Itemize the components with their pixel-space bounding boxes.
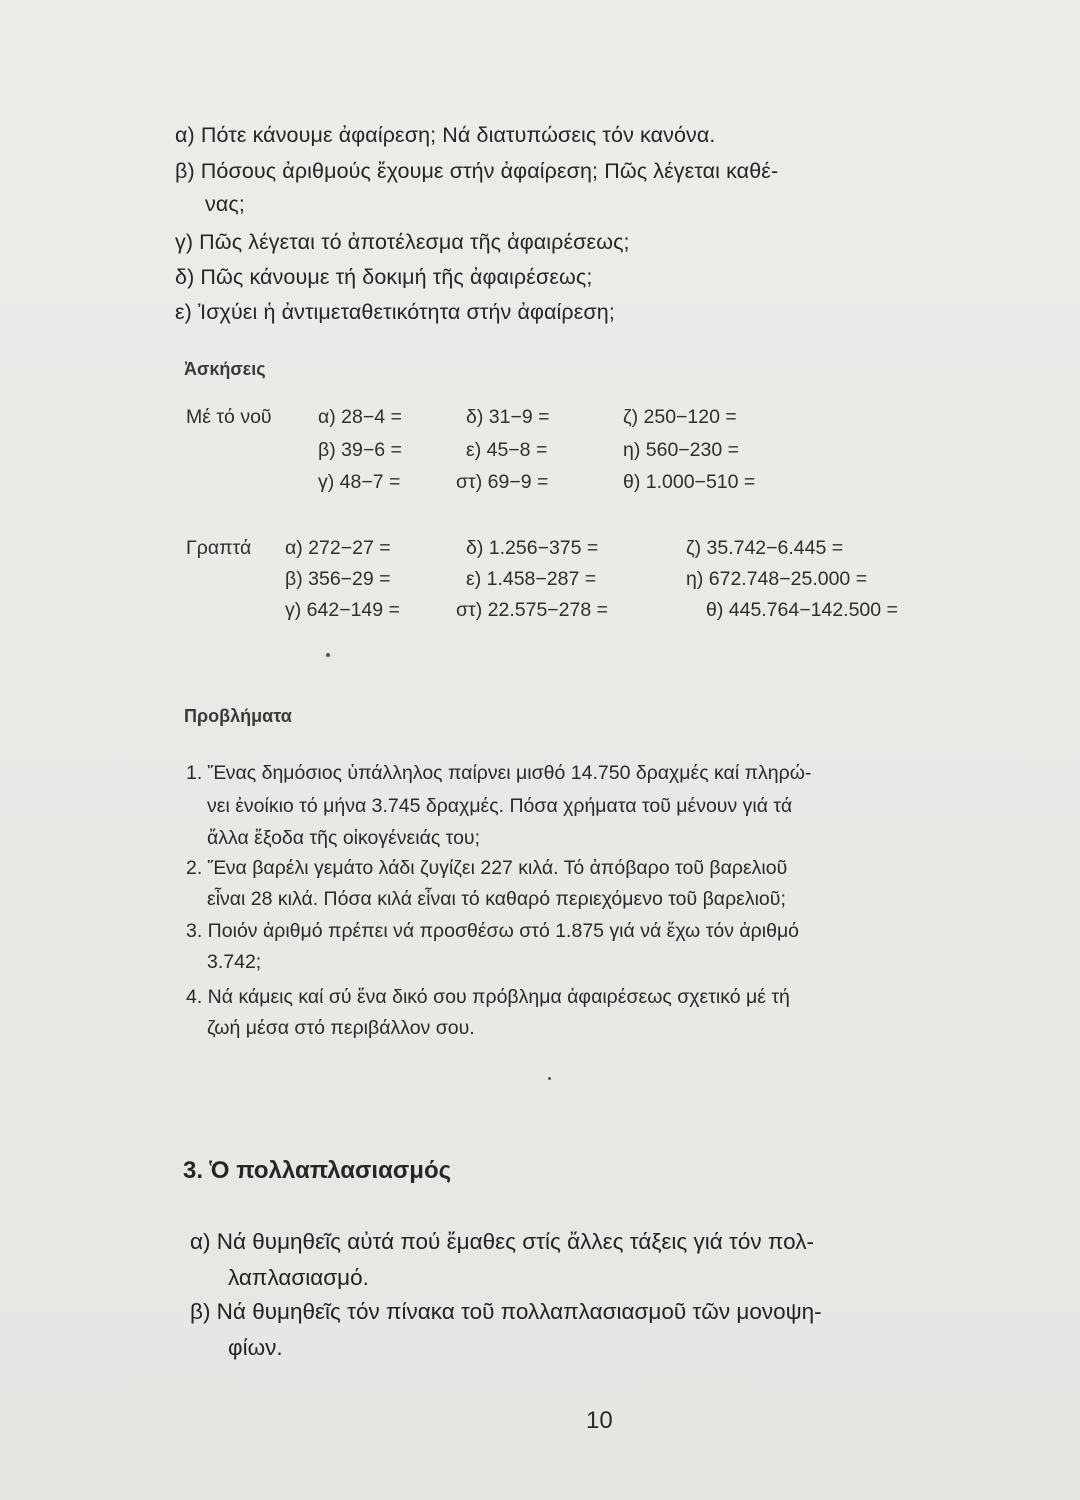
mental-ex-th: θ) 1.000−510 = [623, 471, 756, 493]
mental-ex-h: η) 560−230 = [623, 439, 740, 461]
written-ex-c: γ) 642−149 = [285, 599, 400, 621]
written-ex-d: δ) 1.256−375 = [466, 537, 599, 559]
section-item-b-line-1: β) Νά θυμηθεῖς τόν πίνακα τοῦ πολλαπλασιασμοῦ τῶν μονοψη- [190, 1299, 822, 1324]
section-item-b-line-2: φίων. [228, 1335, 283, 1360]
problem-4-line-1: 4. Νά κάμεις καί σύ ἕνα δικό σου πρόβλημα ἀφαιρέσεως σχετικό μέ τή [186, 986, 790, 1008]
stray-dot [326, 653, 330, 657]
exercises-heading: Ἀσκήσεις [184, 359, 266, 379]
problem-1-line-2: νει ἐνοίκιο τό μήνα 3.745 δραχμές. Πόσα χρήματα τοῦ μένουν γιά τά [207, 795, 793, 817]
question-c: γ) Πῶς λέγεται τό ἀποτέλεσμα τῆς ἀφαιρέσεως; [175, 230, 630, 254]
question-b: β) Πόσους ἀριθμούς ἔχουμε στήν ἀφαίρεση; Πῶς λέγεται καθέ- [175, 159, 779, 183]
mental-label: Μέ τό νοῦ [186, 406, 272, 428]
stray-dot-2 [548, 1077, 551, 1080]
problem-1-line-3: ἄλλα ἔξοδα τῆς οἰκογένειάς του; [207, 827, 481, 849]
written-ex-z: ζ) 35.742−6.445 = [686, 537, 844, 559]
mental-ex-d: δ) 31−9 = [466, 406, 550, 428]
problem-1-line-1: 1. Ἕνας δημόσιος ὑπάλληλος παίρνει μισθό 14.750 δραχμές καί πληρώ- [186, 762, 812, 784]
section-item-a-line-1: α) Νά θυμηθεῖς αὐτά πού ἔμαθες στίς ἄλλες τάξεις γιά τόν πολ- [190, 1229, 814, 1254]
question-a: α) Πότε κάνουμε ἀφαίρεση; Νά διατυπώσεις τόν κανόνα. [175, 123, 716, 147]
mental-ex-c: γ) 48−7 = [318, 471, 401, 493]
written-ex-h: η) 672.748−25.000 = [686, 568, 868, 590]
problem-4-line-2: ζωή μέσα στό περιβάλλον σου. [207, 1017, 475, 1039]
question-e: ε) Ἰσχύει ἡ ἀντιμεταθετικότητα στήν ἀφαίρεση; [175, 300, 615, 324]
problem-3-line-1: 3. Ποιόν ἀριθμό πρέπει νά προσθέσω στό 1.875 γιά νά ἔχω τόν ἀριθμό [186, 920, 800, 942]
written-ex-a: α) 272−27 = [285, 537, 391, 559]
mental-ex-e: ε) 45−8 = [466, 439, 548, 461]
mental-ex-st: στ) 69−9 = [456, 471, 549, 493]
problem-3-line-2: 3.742; [207, 951, 262, 973]
written-label: Γραπτά [186, 537, 252, 559]
problems-heading: Προβλήματα [184, 706, 292, 726]
mental-ex-z: ζ) 250−120 = [623, 406, 737, 428]
page-number: 10 [586, 1407, 613, 1434]
written-ex-e: ε) 1.458−287 = [466, 568, 597, 590]
mental-ex-a: α) 28−4 = [318, 406, 402, 428]
question-d: δ) Πῶς κάνουμε τή δοκιμή τῆς ἀφαιρέσεως; [175, 265, 593, 289]
problem-2-line-1: 2. Ἕνα βαρέλι γεμάτο λάδι ζυγίζει 227 κιλά. Τό ἀπόβαρο τοῦ βαρελιοῦ [186, 857, 788, 879]
section-item-a-line-2: λαπλασιασμό. [228, 1265, 369, 1290]
mental-ex-b: β) 39−6 = [318, 439, 402, 461]
written-ex-st: στ) 22.575−278 = [456, 599, 609, 621]
problem-2-line-2: εἶναι 28 κιλά. Πόσα κιλά εἶναι τό καθαρό περιεχόμενο τοῦ βαρελιοῦ; [207, 888, 786, 910]
written-ex-th: θ) 445.764−142.500 = [706, 599, 898, 621]
written-ex-b: β) 356−29 = [285, 568, 391, 590]
question-b-cont: νας; [205, 192, 245, 216]
section-title: 3. Ὁ πολλαπλασιασμός [183, 1157, 452, 1184]
